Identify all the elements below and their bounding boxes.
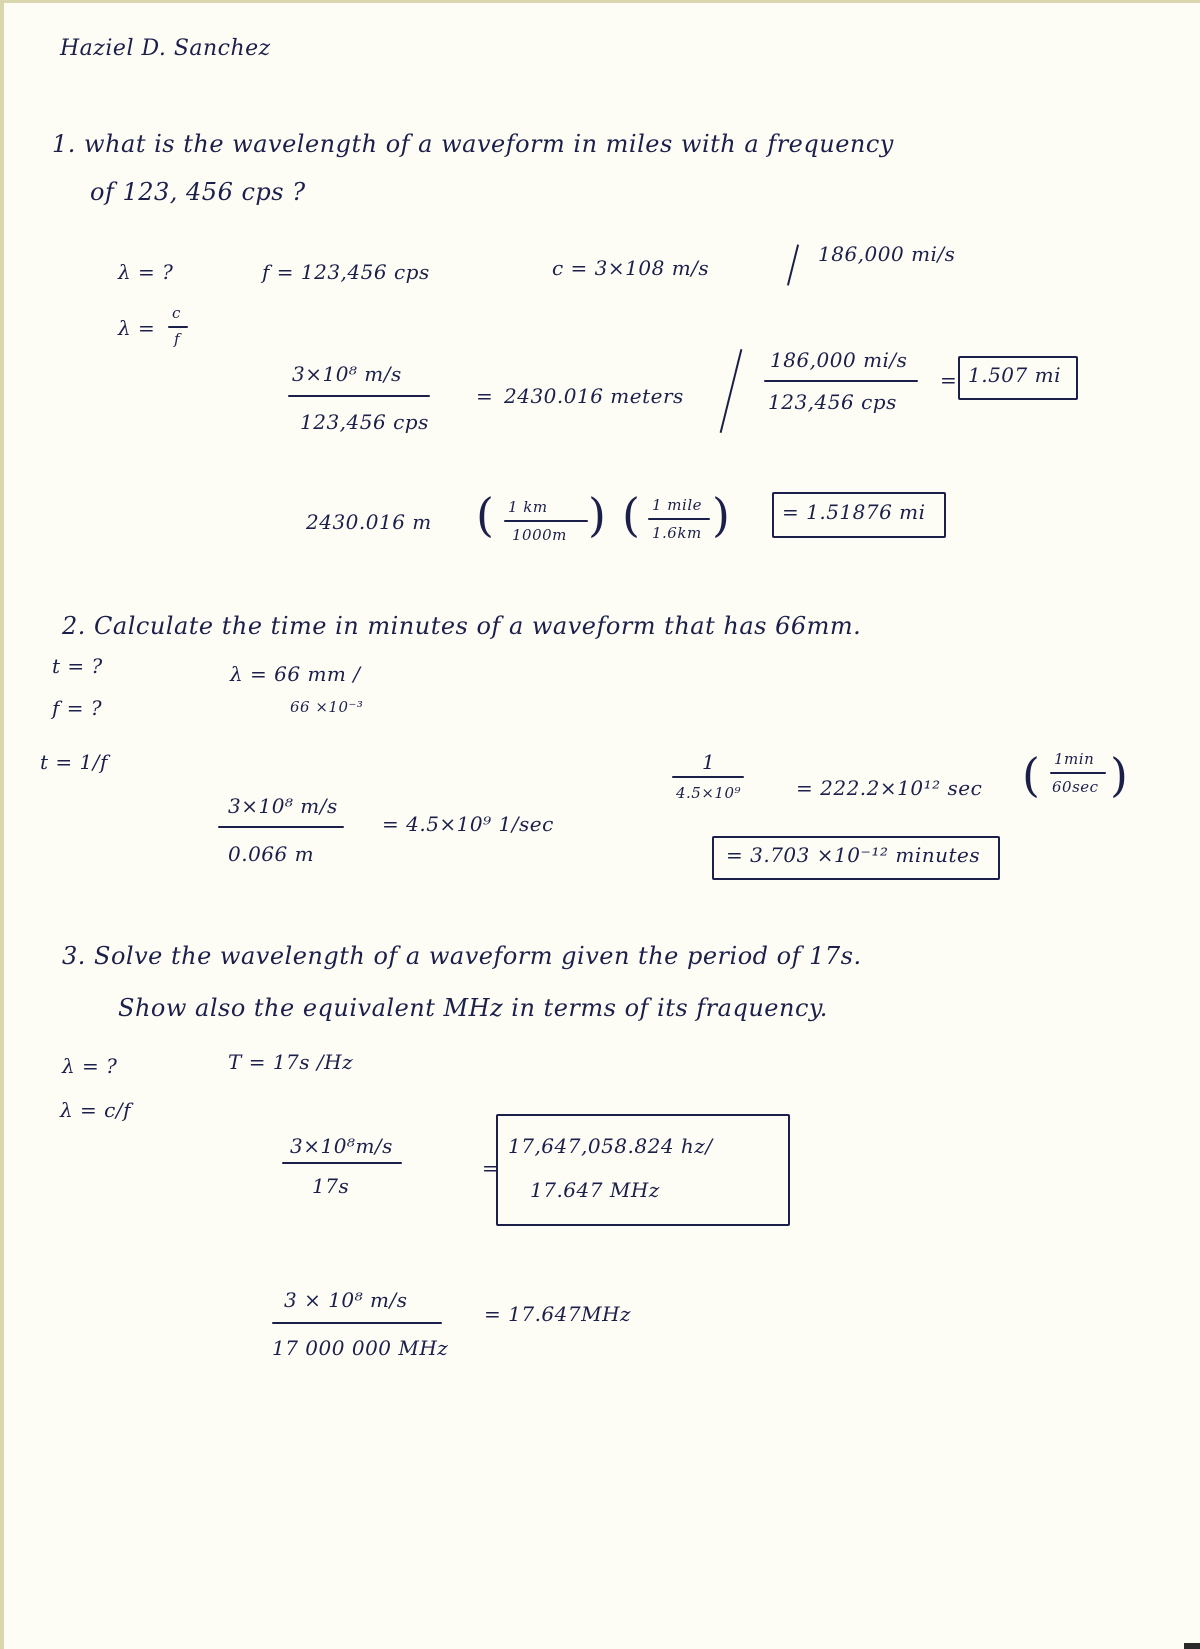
- p2-formula: t = 1/f: [40, 750, 108, 774]
- p1-calc1-denominator: 123,456 cps: [300, 410, 429, 434]
- p3-calc1-denominator: 17s: [312, 1174, 350, 1198]
- p1-answer-1: 1.507 mi: [968, 363, 1061, 387]
- p1-given-lambda: λ = ?: [118, 260, 174, 284]
- p2-calc-bar: [218, 826, 344, 828]
- p2-given-t: t = ?: [52, 654, 103, 678]
- p1-formula-num: c: [172, 304, 181, 322]
- p3-answer-box: [496, 1114, 790, 1226]
- p2-period-result: = 222.2×10¹² sec: [796, 776, 983, 800]
- problem-2-question: 2. Calculate the time in minutes of a waveform that has 66mm.: [62, 612, 862, 640]
- p2-calc-numerator: 3×10⁸ m/s: [228, 794, 338, 818]
- p2-answer: = 3.703 ×10⁻¹² minutes: [726, 843, 981, 867]
- p2-conv-den: 60sec: [1052, 778, 1099, 796]
- p3-given-t: T = 17s /Hz: [228, 1050, 354, 1074]
- p2-calc-denominator: 0.066 m: [228, 842, 315, 866]
- p2-calc-result: = 4.5×10⁹ 1/sec: [382, 812, 554, 836]
- p1-formula-den: f: [174, 330, 181, 348]
- p1-conv-f1-num: 1 km: [508, 498, 548, 516]
- p1-calc2-numerator: 186,000 mi/s: [770, 348, 908, 372]
- p1-given-f: f = 123,456 cps: [262, 260, 430, 284]
- p2-lambda-alt: 66 ×10⁻³: [290, 698, 364, 716]
- p1-calc1-bar: [288, 395, 430, 397]
- p1-calc1-numerator: 3×10⁸ m/s: [292, 362, 402, 386]
- p3-calc1-equals: =: [482, 1156, 500, 1180]
- p2-given-f: f = ?: [52, 696, 103, 720]
- p2-period-bar: [672, 776, 744, 778]
- p2-period-num: 1: [702, 750, 716, 774]
- p2-conv-num: 1min: [1054, 750, 1095, 768]
- p1-calc1-slash: [720, 349, 743, 433]
- student-name: Haziel D. Sanchez: [60, 36, 271, 61]
- problem-3-question-line-2: Show also the equivalent MHz in terms of its fraquency.: [118, 994, 828, 1022]
- p3-answer-hz: 17,647,058.824 hz/: [508, 1134, 713, 1158]
- p3-answer-mhz: 17.647 MHz: [530, 1178, 660, 1202]
- p2-conv-paren-open: (: [1022, 748, 1040, 802]
- p1-conv-f1-bar: [504, 520, 588, 522]
- p1-conv-f2-den: 1.6km: [652, 524, 702, 542]
- scan-corner-mark: [1184, 1643, 1200, 1649]
- p1-conv-value: 2430.016 m: [306, 510, 432, 534]
- p1-calc2-equals: =: [940, 368, 958, 392]
- p2-conv-paren-close: ): [1110, 748, 1128, 802]
- page-left-edge: [0, 0, 4, 1649]
- page-top-edge: [0, 0, 1200, 3]
- p1-calc1-result: 2430.016 meters: [504, 384, 684, 408]
- p1-formula-bar: [168, 326, 188, 328]
- p3-calc1-numerator: 3×10⁸m/s: [290, 1134, 393, 1158]
- problem-3-question-line-1: 3. Solve the wavelength of a waveform given the period of 17s.: [62, 942, 862, 970]
- p3-formula: λ = c/f: [60, 1098, 131, 1122]
- p1-given-c-alt: 186,000 mi/s: [818, 242, 956, 266]
- p3-calc2-numerator: 3 × 10⁸ m/s: [284, 1288, 408, 1312]
- p2-conv-bar: [1050, 772, 1106, 774]
- p1-calc1-equals: =: [476, 384, 494, 408]
- p1-conv-paren-open-1: (: [476, 488, 494, 542]
- p1-divider-slash: [787, 244, 799, 285]
- p1-conv-paren-close-2: ): [712, 488, 730, 542]
- p1-calc2-denominator: 123,456 cps: [768, 390, 897, 414]
- p1-given-c: c = 3×108 m/s: [552, 256, 710, 280]
- p3-given-lambda: λ = ?: [62, 1054, 118, 1078]
- p1-answer-2: = 1.51876 mi: [782, 500, 926, 524]
- p2-given-lambda: λ = 66 mm /: [230, 662, 361, 686]
- p2-period-den: 4.5×10⁹: [676, 784, 742, 802]
- p3-calc2-bar: [272, 1322, 442, 1324]
- p1-conv-paren-open-2: (: [622, 488, 640, 542]
- p3-calc2-result: = 17.647MHz: [484, 1302, 632, 1326]
- p1-conv-paren-close-1: ): [588, 488, 606, 542]
- p1-conv-f2-bar: [648, 518, 710, 520]
- problem-1-question-line-2: of 123, 456 cps ?: [90, 178, 306, 206]
- problem-1-question-line-1: 1. what is the wavelength of a waveform in miles with a frequency: [52, 130, 894, 158]
- p3-calc2-denominator: 17 000 000 MHz: [272, 1336, 449, 1360]
- p3-calc1-bar: [282, 1162, 402, 1164]
- p1-conv-f1-den: 1000m: [512, 526, 567, 544]
- p1-conv-f2-num: 1 mile: [652, 496, 703, 514]
- p1-formula-lhs: λ =: [118, 316, 156, 340]
- p1-calc2-bar: [764, 380, 918, 382]
